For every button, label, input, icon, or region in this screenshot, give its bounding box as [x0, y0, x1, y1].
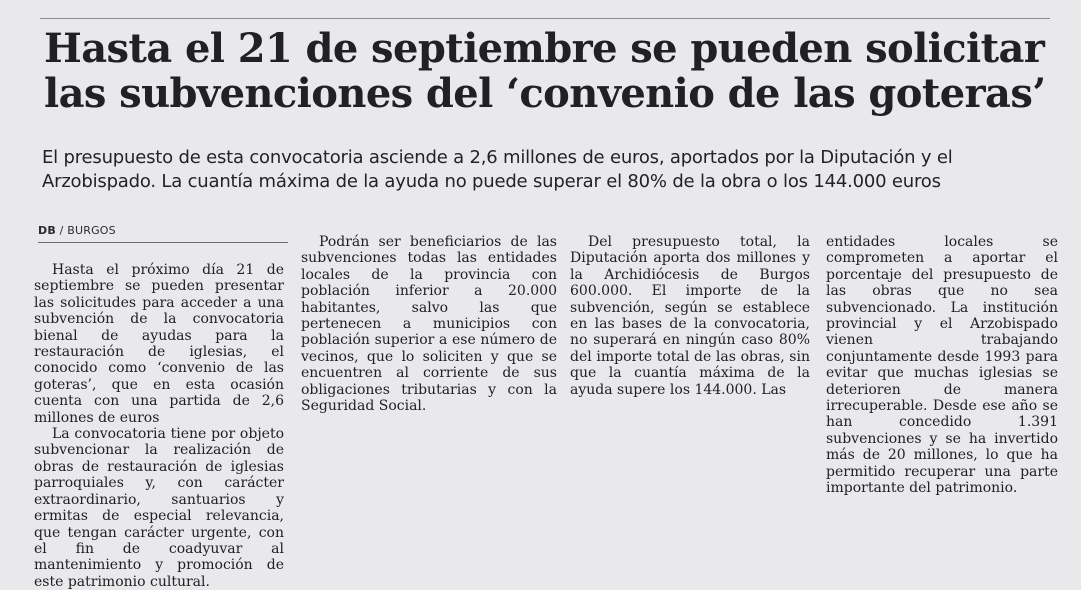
article-headline: Hasta el 21 de septiembre se pueden solicitar las subvenciones del ‘convenio de las goteras’: [44, 25, 1046, 117]
byline: [38, 224, 288, 243]
paragraph-1-text: Hasta el próximo día 21 de septiembre se pueden presentar las solicitudes para acceder a una subvención de la convocatoria bienal de ayudas para la restauración de iglesias, el conocido como ‘convenio de las goteras’, que en esta ocasión cuenta con una partida de 2,6 millones de euros: [34, 262, 284, 426]
column-3: [570, 234, 810, 398]
paragraph-5-text: entidades locales se comprometen a aportar el porcentaje del presupuesto de las obras que no sea subvencionado. La institución provincial y el Arzobispado vienen trabajando conjuntamente desde 1993 para evitar que muchas iglesias se deterioren de manera irrecuperable. Desde ese año se han concedido 1.391 subvenciones y se ha invertido más de 20 millones, lo que ha permitido recuperar una parte importante del patrimonio.: [826, 234, 1058, 497]
paragraph-3: [301, 234, 557, 414]
column-4: [826, 234, 1058, 497]
column-1: [34, 262, 284, 590]
paragraph-5: [826, 234, 1058, 497]
paragraph-2-text: La convocatoria tiene por objeto subvencionar la realización de obras de restauración de iglesias parroquiales y, con carácter extraordinario, santuarios y ermitas de especial relevancia, que tengan carácter urgente, con el fin de coadyuvar al mantenimiento y promoción de este patrimonio cultural.: [34, 426, 284, 590]
article-subhead: El presupuesto de esta convocatoria asciende a 2,6 millones de euros, aportados por la Diputación y el Arzobispado. La cuantía máxima de la ayuda no puede superar el 80% de la obra o los 144.000 euros: [42, 147, 953, 192]
column-2: [301, 234, 557, 414]
paragraph-4: [570, 234, 810, 398]
top-rule: [40, 18, 1050, 19]
paragraph-2-start: [34, 426, 284, 590]
byline-source: DB: [38, 224, 56, 237]
paragraph-1: [34, 262, 284, 426]
paragraph-3-text: Podrán ser beneficiarios de las subvenciones todas las entidades locales de la provincia con población inferior a 20.000 habitantes, salvo las que pertenecen a municipios con población superior a ese número de vecinos, que lo soliciten y que se encuentren al corriente de sus obligaciones tributarias y con la Seguridad Social.: [301, 234, 557, 415]
paragraph-4-text: Del presupuesto total, la Diputación aporta dos millones y la Archidiócesis de Burgos 600.000. El importe de la subvención, según se establece en las bases de la convocatoria, no superará en ningún caso 80% del importe total de las obras, sin que la cuantía máxima de la ayuda supere los 144.000. Las: [570, 234, 810, 398]
byline-location: / BURGOS: [59, 224, 116, 237]
